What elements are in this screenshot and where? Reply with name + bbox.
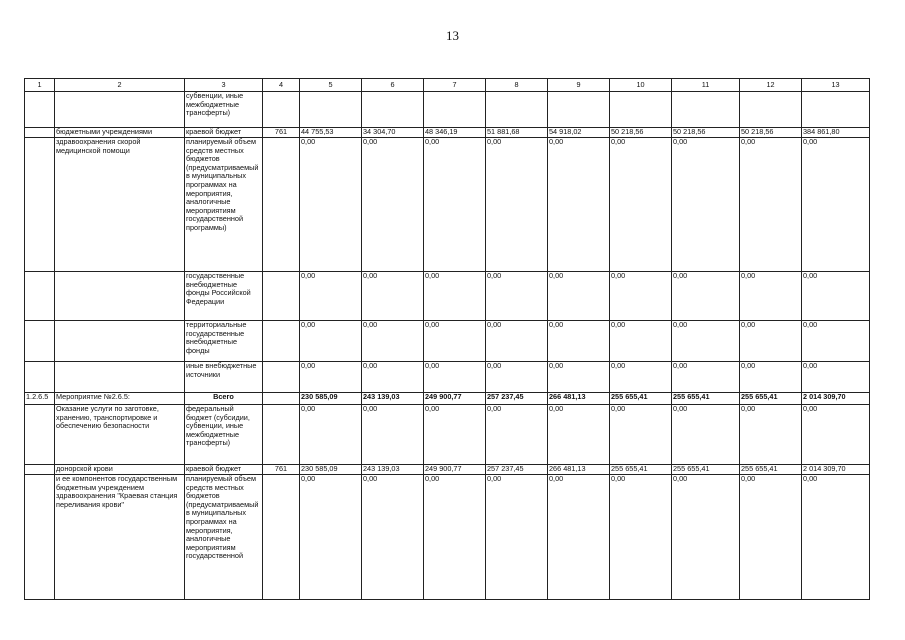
amount-cell: 255 655,41 [740,465,802,475]
admin-code [263,393,300,405]
amount-cell: 266 481,13 [548,465,610,475]
row-code [25,465,55,475]
amount-cell: 255 655,41 [740,393,802,405]
column-header: 11 [672,79,740,92]
table-row [25,465,870,475]
column-header: 4 [263,79,300,92]
amount-cell: 0,00 [486,272,548,321]
table-row [25,362,870,393]
amount-cell: 50 218,56 [740,128,802,138]
amount-cell: 230 585,09 [300,465,362,475]
measure-name [55,272,185,321]
amount-cell: 44 755,53 [300,128,362,138]
amount-cell: 0,00 [486,405,548,465]
amount-cell: 0,00 [802,321,870,362]
measure-name: Оказание услуги по заготовке, хранению, транспортировке и обеспечению безопасности [55,405,185,465]
amount-cell [672,92,740,128]
table-row [25,138,870,272]
column-header: 12 [740,79,802,92]
admin-code [263,475,300,600]
amount-cell: 0,00 [548,362,610,393]
table-row [25,405,870,465]
amount-cell [802,92,870,128]
row-code [25,128,55,138]
row-code [25,92,55,128]
amount-cell: 48 346,19 [424,128,486,138]
column-header: 5 [300,79,362,92]
column-header: 2 [55,79,185,92]
amount-cell: 50 218,56 [610,128,672,138]
amount-cell: 0,00 [424,321,486,362]
amount-cell: 50 218,56 [672,128,740,138]
table-row [25,128,870,138]
amount-cell: 51 881,68 [486,128,548,138]
amount-cell: 0,00 [362,272,424,321]
amount-cell: 0,00 [802,475,870,600]
amount-cell: 0,00 [672,321,740,362]
amount-cell: 0,00 [740,138,802,272]
amount-cell: 0,00 [300,138,362,272]
amount-cell: 0,00 [802,138,870,272]
amount-cell [300,92,362,128]
funding-source: территориальные государственные внебюджетные фонды [185,321,263,362]
amount-cell: 0,00 [740,321,802,362]
funding-source: федеральный бюджет (субсидии, субвенции, иные межбюджетные трансферты) [185,405,263,465]
amount-cell [548,92,610,128]
amount-cell: 0,00 [548,321,610,362]
amount-cell: 0,00 [802,362,870,393]
column-header: 3 [185,79,263,92]
amount-cell: 257 237,45 [486,393,548,405]
amount-cell: 0,00 [300,272,362,321]
row-code [25,138,55,272]
amount-cell: 0,00 [548,405,610,465]
column-header: 13 [802,79,870,92]
funding-source: краевой бюджет [185,465,263,475]
amount-cell: 0,00 [610,321,672,362]
amount-cell [486,92,548,128]
admin-code [263,92,300,128]
amount-cell: 0,00 [300,321,362,362]
table-row [25,92,870,128]
funding-source: субвенции, иные межбюджетные трансферты) [185,92,263,128]
amount-cell: 255 655,41 [610,393,672,405]
amount-cell: 0,00 [610,362,672,393]
amount-cell: 0,00 [362,138,424,272]
amount-cell: 0,00 [424,362,486,393]
row-code: 1.2.6.5 [25,393,55,405]
table-row [25,475,870,600]
funding-source: Всего [185,393,263,405]
amount-cell: 0,00 [424,475,486,600]
measure-name: донорской крови [55,465,185,475]
amount-cell: 243 139,03 [362,465,424,475]
amount-cell: 0,00 [362,321,424,362]
amount-cell: 0,00 [672,405,740,465]
amount-cell: 0,00 [300,475,362,600]
measure-name: здравоохранения скорой медицинской помощи [55,138,185,272]
amount-cell: 255 655,41 [672,393,740,405]
column-header: 1 [25,79,55,92]
column-header: 6 [362,79,424,92]
funding-source: планируемый объем средств местных бюджетов (предусматриваемый в муниципальных программах на мероприятия, аналогичные мероприятиям государственной [185,475,263,600]
amount-cell: 0,00 [548,475,610,600]
admin-code [263,272,300,321]
funding-source: иные внебюджетные источники [185,362,263,393]
amount-cell: 249 900,77 [424,465,486,475]
amount-cell: 249 900,77 [424,393,486,405]
measure-name [55,92,185,128]
amount-cell: 0,00 [610,475,672,600]
amount-cell: 0,00 [362,405,424,465]
header-row [25,79,870,92]
amount-cell: 0,00 [424,272,486,321]
amount-cell: 54 918,02 [548,128,610,138]
amount-cell: 0,00 [740,475,802,600]
amount-cell: 266 481,13 [548,393,610,405]
amount-cell: 0,00 [486,321,548,362]
amount-cell: 0,00 [548,138,610,272]
amount-cell: 257 237,45 [486,465,548,475]
budget-table [24,78,870,600]
column-header: 9 [548,79,610,92]
funding-source: государственные внебюджетные фонды Российской Федерации [185,272,263,321]
amount-cell: 0,00 [740,272,802,321]
measure-name [55,321,185,362]
funding-source: краевой бюджет [185,128,263,138]
amount-cell: 2 014 309,70 [802,465,870,475]
amount-cell: 0,00 [740,362,802,393]
amount-cell: 0,00 [362,475,424,600]
amount-cell: 384 861,80 [802,128,870,138]
amount-cell: 0,00 [486,362,548,393]
amount-cell: 0,00 [610,138,672,272]
measure-name: и ее компонентов государственным бюджетным учреждением здравоохранения "Краевая станция переливания крови" [55,475,185,600]
amount-cell: 0,00 [424,138,486,272]
amount-cell: 0,00 [610,272,672,321]
amount-cell: 0,00 [300,405,362,465]
row-code [25,405,55,465]
amount-cell: 0,00 [362,362,424,393]
amount-cell [740,92,802,128]
amount-cell: 0,00 [672,272,740,321]
admin-code [263,321,300,362]
column-header: 7 [424,79,486,92]
amount-cell: 230 585,09 [300,393,362,405]
amount-cell: 34 304,70 [362,128,424,138]
admin-code: 761 [263,128,300,138]
measure-name [55,362,185,393]
table-row [25,272,870,321]
amount-cell: 0,00 [486,138,548,272]
admin-code [263,362,300,393]
table-row [25,321,870,362]
admin-code [263,405,300,465]
measure-name: бюджетными учреждениями [55,128,185,138]
row-code [25,321,55,362]
amount-cell: 0,00 [672,475,740,600]
row-code [25,272,55,321]
amount-cell: 0,00 [672,138,740,272]
table-row [25,393,870,405]
amount-cell: 0,00 [300,362,362,393]
amount-cell [610,92,672,128]
admin-code: 761 [263,465,300,475]
amount-cell: 0,00 [672,362,740,393]
amount-cell [424,92,486,128]
amount-cell: 0,00 [740,405,802,465]
amount-cell [362,92,424,128]
funding-source: планируемый объем средств местных бюджетов (предусматриваемый в муниципальных программах на мероприятия, аналогичные мероприятиям государственной программы) [185,138,263,272]
amount-cell: 255 655,41 [672,465,740,475]
amount-cell: 0,00 [802,405,870,465]
amount-cell: 0,00 [424,405,486,465]
column-header: 8 [486,79,548,92]
amount-cell: 255 655,41 [610,465,672,475]
amount-cell: 0,00 [802,272,870,321]
amount-cell: 0,00 [610,405,672,465]
amount-cell: 2 014 309,70 [802,393,870,405]
row-code [25,475,55,600]
amount-cell: 0,00 [548,272,610,321]
row-code [25,362,55,393]
amount-cell: 0,00 [486,475,548,600]
column-header: 10 [610,79,672,92]
admin-code [263,138,300,272]
amount-cell: 243 139,03 [362,393,424,405]
page-number: 13 [446,28,459,43]
measure-name: Мероприятие №2.6.5: [55,393,185,405]
